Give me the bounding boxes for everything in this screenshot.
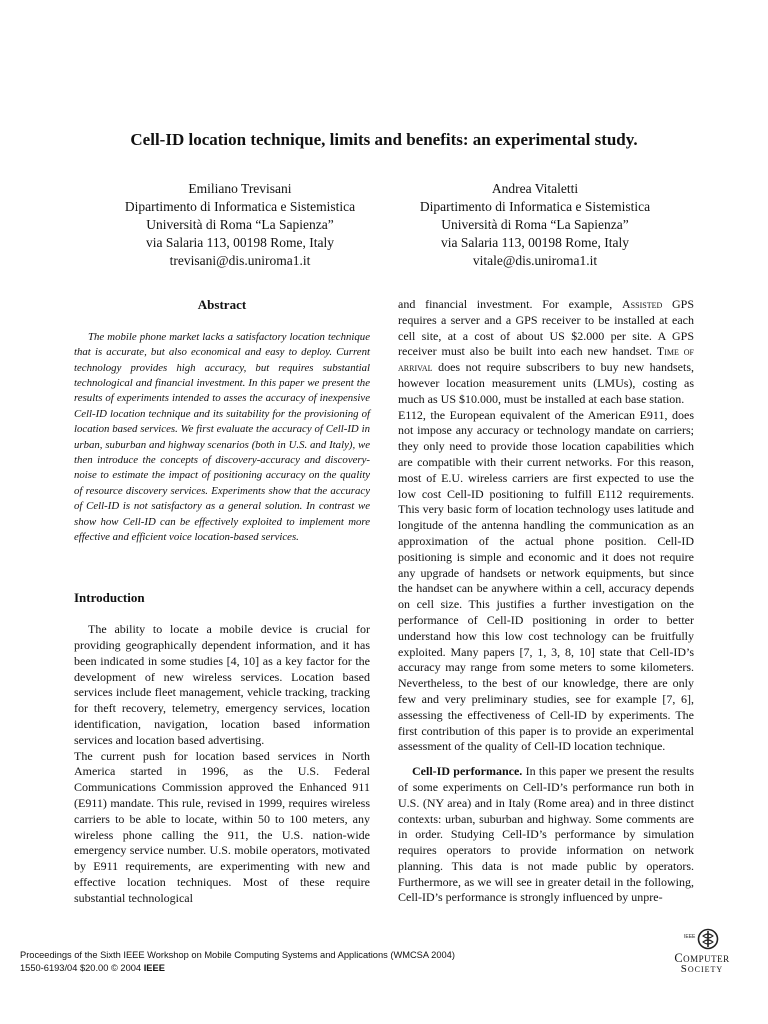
author-department: Dipartimento di Informatica e Sistemistica (124, 199, 356, 214)
footer-line-1: Proceedings of the Sixth IEEE Workshop on Mobile Computing Systems and Applications (WMCSA 2004) (20, 950, 455, 960)
author-university: Università di Roma “La Sapienza” (146, 217, 334, 232)
author-email: vitale@dis.uniroma1.it (472, 253, 598, 268)
logo-line-2: Society (680, 963, 724, 975)
proceedings-footer (20, 949, 455, 975)
ieee-emblem-icon (682, 928, 722, 952)
author-name: Andrea Vitaletti (491, 181, 579, 196)
abstract-heading: Abstract (197, 297, 247, 312)
author-address: via Salaria 113, 00198 Rome, Italy (440, 235, 630, 250)
computer-society-logo (652, 928, 752, 976)
time-of-arrival-small-caps: Time of arrival (398, 344, 694, 375)
assisted-small-caps: Assisted (622, 297, 663, 311)
author-address: via Salaria 113, 00198 Rome, Italy (145, 235, 335, 250)
author-block-1 (90, 180, 390, 270)
right-column (398, 297, 694, 906)
footer-line-2: 1550-6193/04 $20.00 © 2004 IEEE (20, 963, 165, 973)
left-column (74, 297, 370, 907)
author-university: Università di Roma “La Sapienza” (441, 217, 629, 232)
right-paragraph-3: Cell-ID performance. In this paper we present the results of some experiments on Cell-ID’s performance run both in U.S. (NY area) and in Italy (Rome area) and in three distinct contexts: urban, suburban and highway. Some comments are in order. Studying Cell-ID’s performance by simulation requires operators to provide information on network planning. This data is not made public by operators. Furthermore, as we will see in greater detail in the following, Cell-ID’s performance is strongly influenced by unpre- (398, 764, 694, 905)
introduction-heading: Introduction (74, 590, 145, 606)
right-paragraph-1: and financial investment. For example, Assisted GPS requires a server and a GPS receiver to be installed at each cell site, at a cost of about US $2.000 per site. A GPS receiver must also be built into each new handset. Time of arrival does not require subscribers to buy new handsets, however location measurement units (LMUs), costing as much as US $10.000, must be installed at each base station. (398, 297, 695, 406)
right-paragraph-2: E112, the European equivalent of the American E911, does not impose any accuracy or technology mandate on carriers; they only need to provide those location capabilities which are compatible with their current networks. For this reason, most of E.U. wireless carriers are first expected to use the low cost Cell-ID positioning to fulfill E112 requirements. This very basic form of location technology uses latitude and longitude of the antenna handling the communication as an approximation of the actual phone position. Cell-ID positioning is simple and economic and it does not require any upgrade of handsets or network equipments, but since the handset can be anywhere within a cell, accuracy depends on cell size. This justifies a further investigation on the performance of Cell-ID positioning in order to better understand how this low cost technology can be fruitfully exploited. Many papers [7, 1, 3, 8, 10] state that Cell-ID’s accuracy may range from some meters to some kilometers. Nevertheless, to the best of our knowledge, there are only few and very preliminary studies, see for example [7, 6], assessing the effectiveness of Cell-ID by experiments. The first contribution of this paper is to provide an experimental assessment of the quality of Cell-ID location technique. (398, 407, 694, 754)
introduction-paragraph-2: The current push for location based services in North America started in 1996, as the U.S. Federal Communications Commission approved the Enhanced 911 (E911) mandate. This rule, revised in 1999, requires wireless carriers to be able to locate, within 50 to 100 meters, any wireless phone calling the 911, the U.S. nation-wide emergency service number. U.S. mobile operators, motivated by E911 requirements, are experimenting with new and effective location techniques. Most of these require substantial technological (74, 748, 370, 905)
author-department: Dipartimento di Informatica e Sistemistica (419, 199, 651, 214)
footer-ieee: IEEE (143, 963, 165, 973)
author-block-2 (385, 180, 685, 270)
logo-small-text: IEEE (684, 934, 696, 940)
paper-title: Cell-ID location technique, limits and benefits: an experimental study. (130, 130, 638, 149)
cell-id-performance-lead: Cell-ID performance. (412, 764, 523, 779)
author-email: trevisani@dis.uniroma1.it (169, 253, 311, 268)
author-name: Emiliano Trevisani (188, 181, 292, 196)
abstract-text: The mobile phone market lacks a satisfactory location technique that is accurate, but also economical and easy to deploy. Current technology provides high accuracy, but requires substantial technological and financial investment. In this paper we present the results of experiments intended to asses the accuracy of inexpensive Cell-ID location technique and its suitability for the provisioning of location based services. We first evaluate the accuracy of Cell-ID in urban, suburban and highway scenarios (both in U.S. and Italy), we then introduce the concepts of discovery-accuracy and discovery-noise to estimate the impact of positioning accuracy on the quality of resource discovery services. Experiments show that the accuracy of Cell-ID is not satisfactory as a general solution. In contrast we show how Cell-ID can be effectively exploited to implement more effective and efficient voice location-based services. (74, 330, 370, 544)
introduction-paragraph-1: The ability to locate a mobile device is crucial for providing geographically dependent information, and it has been indicated in some studies [4, 10] as a key factor for the development of new wireless services. Location based services include fleet management, vehicle tracking, tracking for theft recovery, telemetry, emergency services, location identification, navigation, location based information services and location based advertising. (74, 622, 370, 747)
logo-line-1: Computer (674, 951, 730, 965)
